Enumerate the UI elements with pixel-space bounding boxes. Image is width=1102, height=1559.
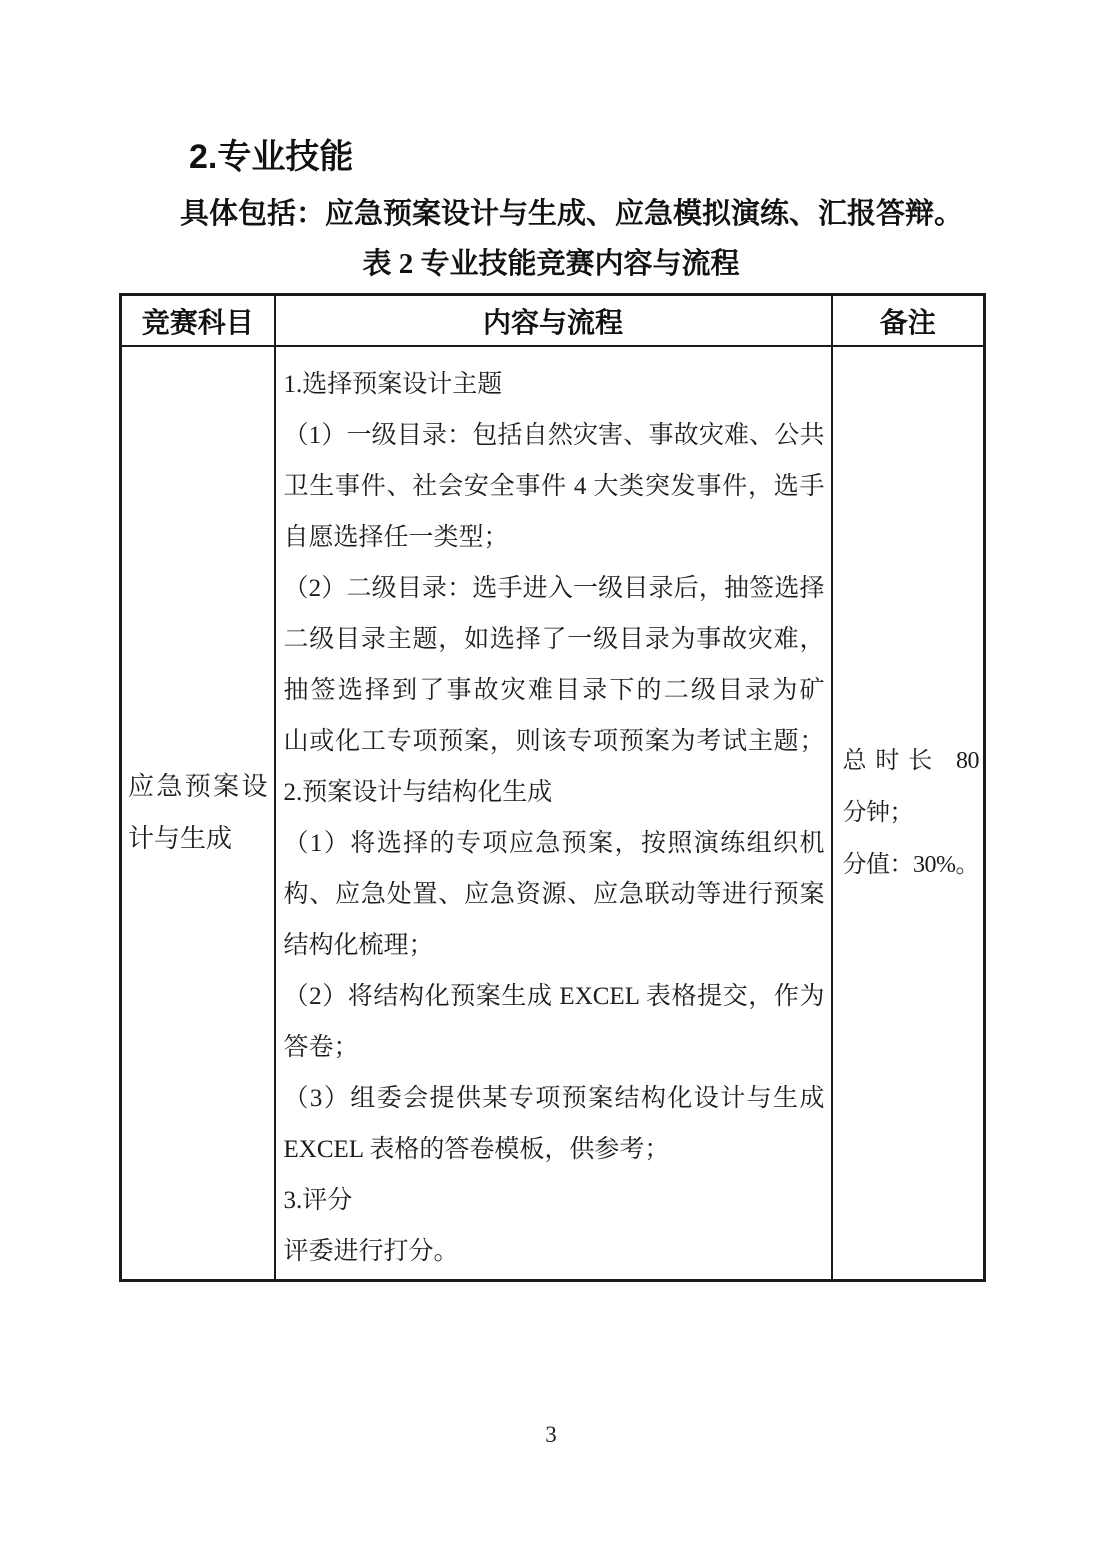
text-line: （1）将选择的专项应急预案，按照演练组织机	[283, 830, 825, 857]
text-line: 1.选择预案设计主题	[283, 371, 503, 398]
table-body-row	[121, 346, 985, 1281]
header-cell-remark: 备注	[832, 295, 985, 347]
text-line: 二级目录主题，如选择了一级目录为事故灾难，	[283, 626, 825, 653]
content-cell	[275, 346, 832, 1281]
table-header-row	[121, 295, 985, 347]
text-line: 答卷；	[283, 1034, 359, 1061]
text-line: 结构化梳理；	[283, 932, 434, 959]
text-line: 2.预案设计与结构化生成	[283, 779, 553, 806]
text-line: EXCEL 表格的答卷模板，供参考；	[283, 1136, 670, 1163]
subject-lines	[128, 761, 268, 865]
text-line: 评委进行打分。	[283, 1238, 459, 1265]
text-line: 抽签选择到了事故灾难目录下的二级目录为矿	[283, 677, 825, 704]
text-line: （1）一级目录：包括自然灾害、事故灾难、公共	[283, 422, 825, 449]
table-caption: 表 2 专业技能竞赛内容与流程	[362, 248, 740, 280]
header-cell-content: 内容与流程	[275, 295, 832, 347]
text-line: 应急预案设	[128, 772, 268, 801]
subject-cell	[121, 346, 275, 1281]
text-line: 计与生成	[128, 824, 233, 853]
content-lines	[284, 359, 825, 1277]
header-cell-subject: 竞赛科目	[121, 295, 275, 347]
section-subtitle: 具体包括：应急预案设计与生成、应急模拟演练、汇报答辩。	[180, 198, 964, 230]
text-line: 构、应急处置、应急资源、应急联动等进行预案	[283, 881, 825, 908]
text-line: 山或化工专项预案，则该专项预案为考试主题；	[283, 728, 825, 755]
text-line: （2）二级目录：选手进入一级目录后，抽签选择	[283, 575, 825, 602]
text-line: （3）组委会提供某专项预案结构化设计与生成	[283, 1085, 825, 1112]
text-line: 分钟；	[842, 800, 913, 826]
section-heading: 2.专业技能	[189, 138, 354, 176]
text-line: 3.评分	[283, 1187, 353, 1214]
competition-table	[119, 293, 986, 1282]
text-line: 卫生事件、社会安全事件 4 大类突发事件，选手	[283, 473, 825, 500]
remark-lines	[843, 735, 980, 891]
text-line: 总时长 80	[842, 748, 979, 774]
text-line: 自愿选择任一类型；	[283, 524, 509, 551]
remark-cell	[832, 346, 985, 1281]
text-line: （2）将结构化预案生成 EXCEL 表格提交，作为	[283, 983, 825, 1010]
page-number: 3	[545, 1422, 557, 1447]
text-line: 分值：30%。	[842, 852, 979, 878]
